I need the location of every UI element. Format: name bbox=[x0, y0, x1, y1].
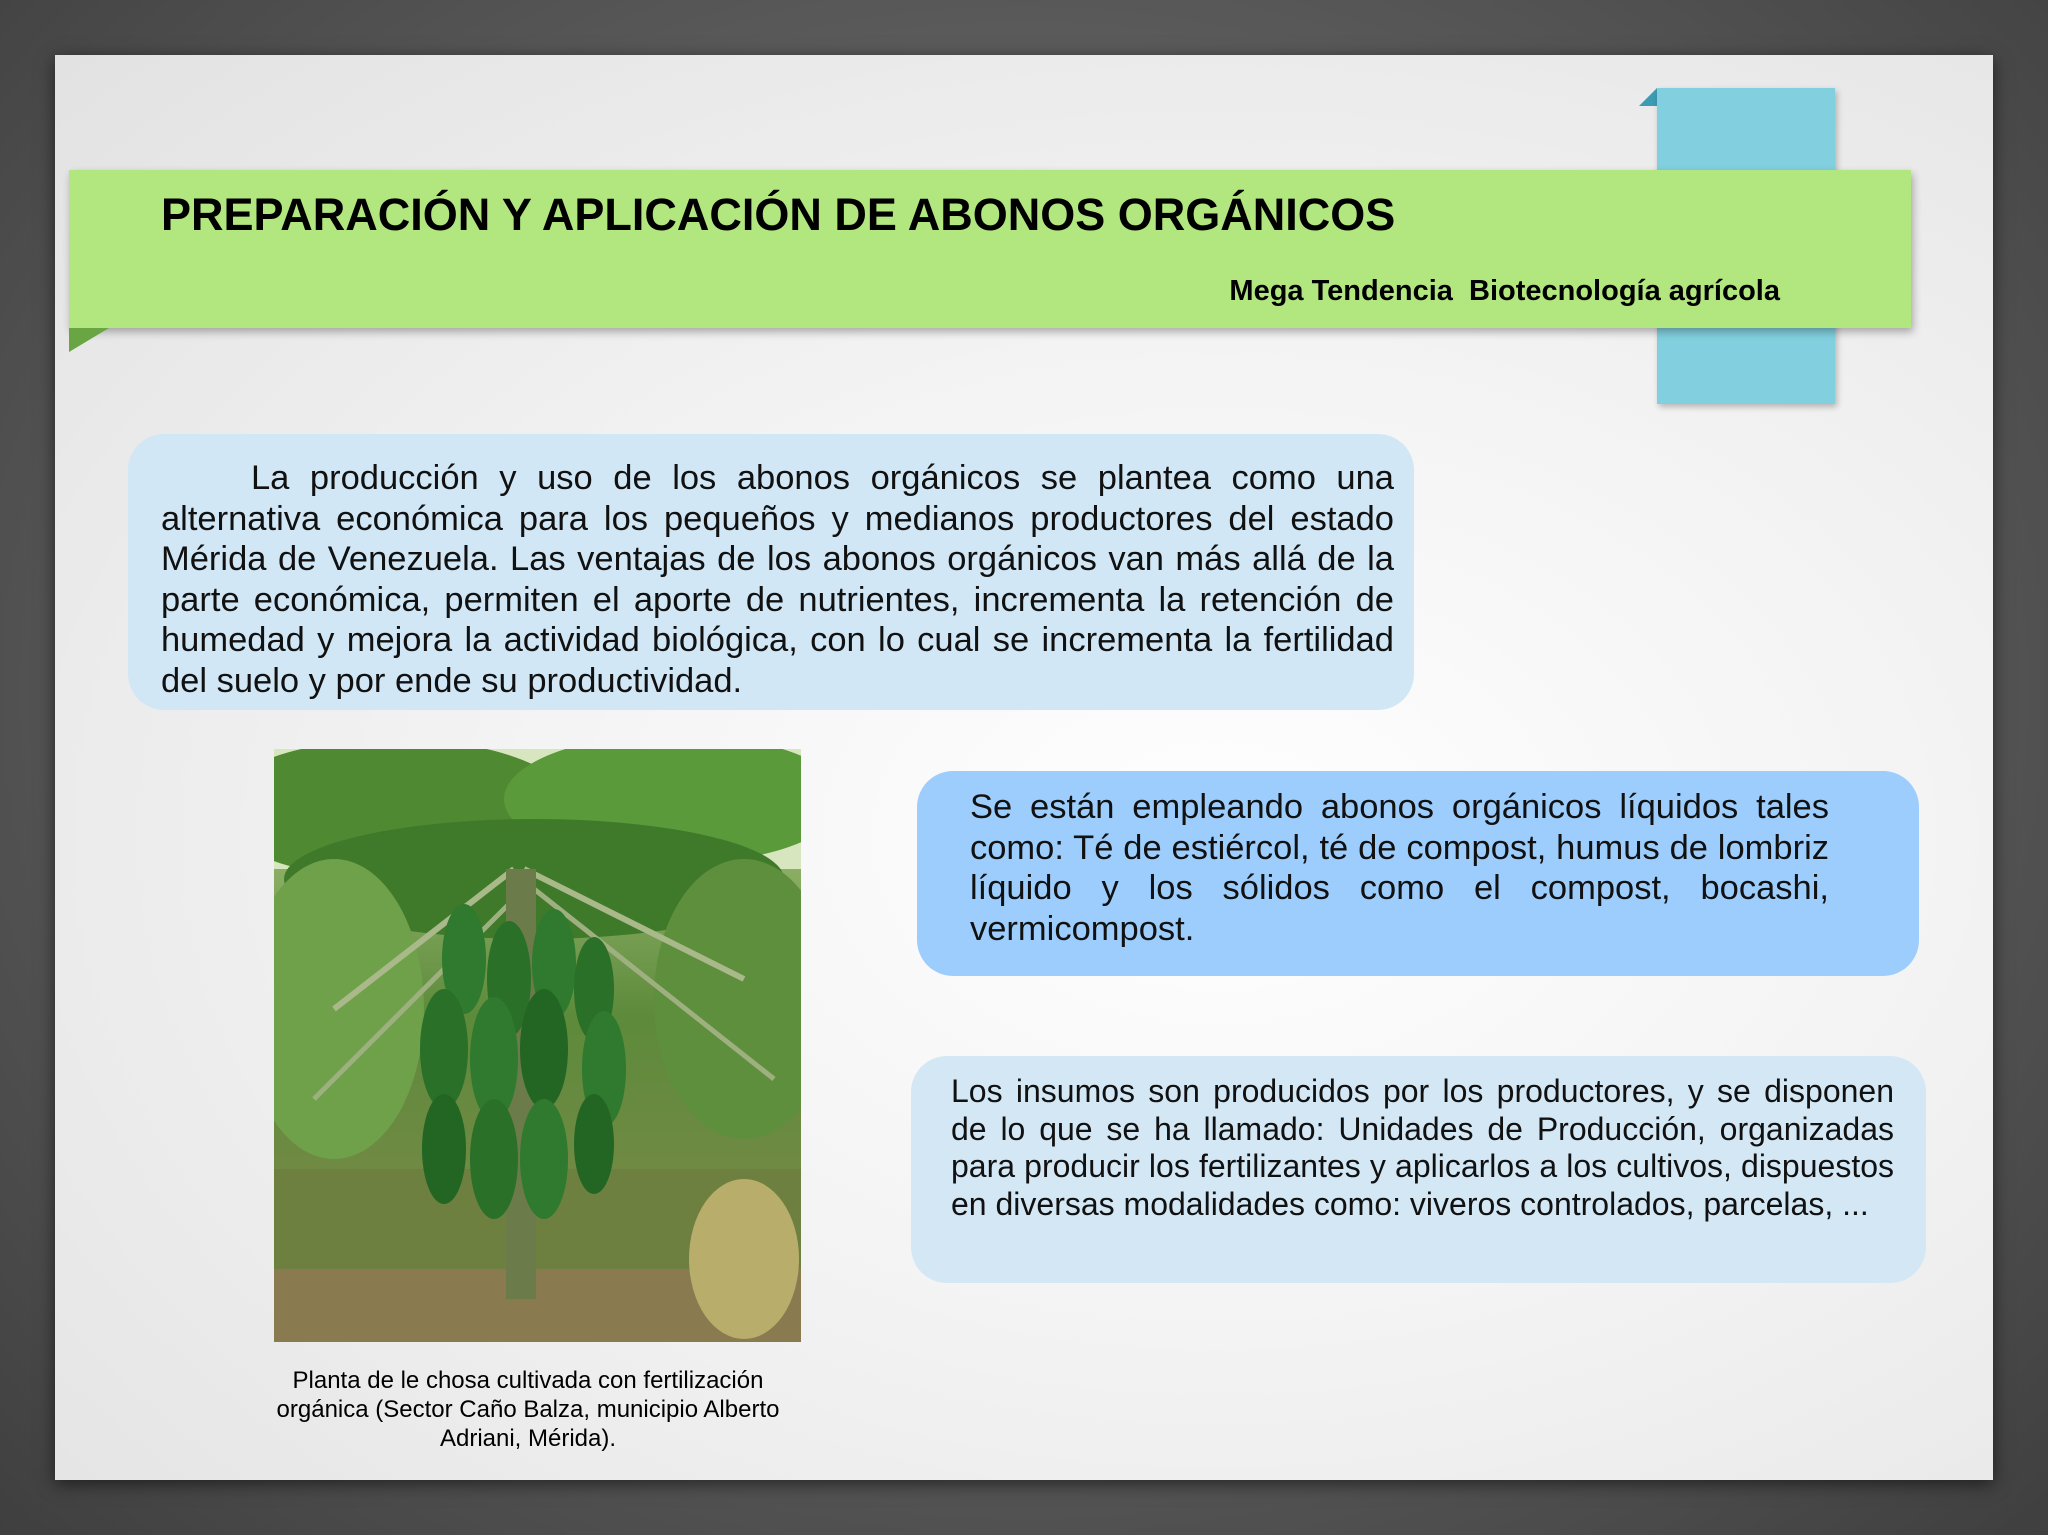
tab-fold-decoration bbox=[1639, 88, 1657, 106]
page-subtitle: Mega Tendencia Biotecnología agrícola bbox=[1229, 275, 1780, 307]
banner-fold-decoration bbox=[69, 328, 109, 352]
liquid-fertilizers-textbox bbox=[917, 771, 1919, 976]
production-units-text: Los insumos son producidos por los productores, y se disponen de lo que se ha llamado: Unidades de Producción, organizadas para producir los fertilizantes y aplicarlos a los cultivos, dispuestos en diversas modalidades como: viveros controlados, parcelas, ... bbox=[951, 1073, 1894, 1222]
production-units-textbox bbox=[911, 1056, 1926, 1283]
papaya-plant-photo bbox=[274, 749, 801, 1342]
slide bbox=[55, 55, 1993, 1480]
liquid-fertilizers-text: Se están empleando abonos orgánicos líquidos tales como: Té de estiércol, té de compost, humus de lombriz líquido y los sólidos como el compost, bocashi, vermicompost. bbox=[970, 788, 1829, 948]
photo-caption: Planta de le chosa cultivada con fertilización orgánica (Sector Caño Balza, municipio Alberto Adriani, Mérida). bbox=[276, 1367, 780, 1452]
intro-textbox bbox=[128, 434, 1414, 710]
page-title: PREPARACIÓN Y APLICACIÓN DE ABONOS ORGÁNICOS bbox=[161, 189, 1396, 240]
intro-text: La producción y uso de los abonos orgánicos se plantea como una alternativa económica para los pequeños y medianos productores del estado Mérida de Venezuela. Las ventajas de los abonos orgánicos van más allá de la parte económica, permiten el aporte de nutrientes, incrementa la retención de humedad y mejora la actividad biológica, con lo cual se incrementa la fertilidad del suelo y por ende su productividad. bbox=[161, 459, 1394, 700]
